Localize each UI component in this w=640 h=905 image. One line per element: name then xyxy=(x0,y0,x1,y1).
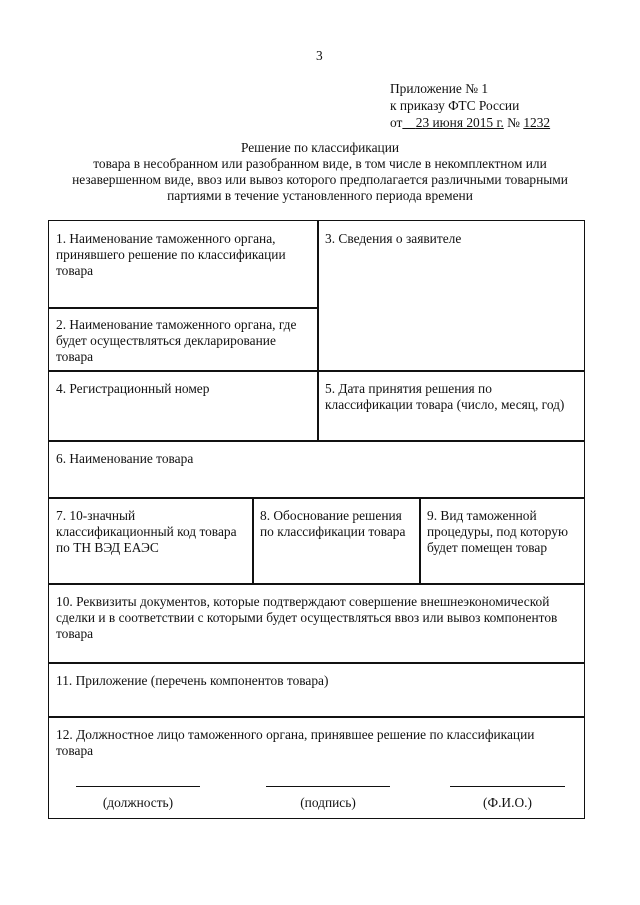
document-title xyxy=(40,140,600,204)
field-6: 6. Наименование товара xyxy=(48,440,585,499)
title-line: незавершенном виде, ввоз или вывоз которого предполагается различными товарными xyxy=(72,172,568,187)
position-line xyxy=(76,786,200,787)
name-line xyxy=(450,786,565,787)
order-number: 1232 xyxy=(523,115,551,130)
from-label: от xyxy=(390,115,403,130)
appendix-line1: Приложение № 1 xyxy=(390,81,489,96)
field-11: 11. Приложение (перечень компонентов товара) xyxy=(48,662,585,718)
title-line: товара в несобранном или разобранном виде, в том числе в некомплектном или xyxy=(93,156,547,171)
number-label: № xyxy=(507,115,520,130)
field-4: 4. Регистрационный номер xyxy=(48,370,319,442)
title-line: Решение по классификации xyxy=(240,140,400,155)
name-label: (Ф.И.О.) xyxy=(483,795,532,810)
order-date: 23 июня 2015 г. xyxy=(415,115,504,130)
field-7: 7. 10-значный классификационный код товара по ТН ВЭД ЕАЭС xyxy=(48,497,254,585)
appendix-line2: к приказу ФТС России xyxy=(390,98,520,113)
field-1: 1. Наименование таможенного органа, принявшего решение по классификации товара xyxy=(48,220,319,309)
field-9: 9. Вид таможенной процедуры, под которую будет помещен товар xyxy=(419,497,585,585)
page-number: 3 xyxy=(316,48,323,63)
signature-label: (подпись) xyxy=(300,795,356,810)
field-2: 2. Наименование таможенного органа, где будет осуществляться декларирование товара xyxy=(48,307,319,372)
appendix-header xyxy=(390,80,550,131)
field-10: 10. Реквизиты документов, которые подтверждают совершение внешнеэкономической сделки и в соответствии с которыми будет осуществляться ввоз или вывоз компонентов товара xyxy=(48,583,585,664)
position-label: (должность) xyxy=(102,795,174,810)
field-8: 8. Обоснование решения по классификации товара xyxy=(252,497,421,585)
field-5: 5. Дата принятия решения по классификации товара (число, месяц, год) xyxy=(317,370,585,442)
title-line: партиями в течение установленного периода времени xyxy=(167,188,473,203)
signature-line xyxy=(266,786,390,787)
field-3: 3. Сведения о заявителе xyxy=(317,220,585,372)
field-12: 12. Должностное лицо таможенного органа, принявшее решение по классификации товара xyxy=(48,716,585,819)
appendix-line3 xyxy=(390,114,550,131)
